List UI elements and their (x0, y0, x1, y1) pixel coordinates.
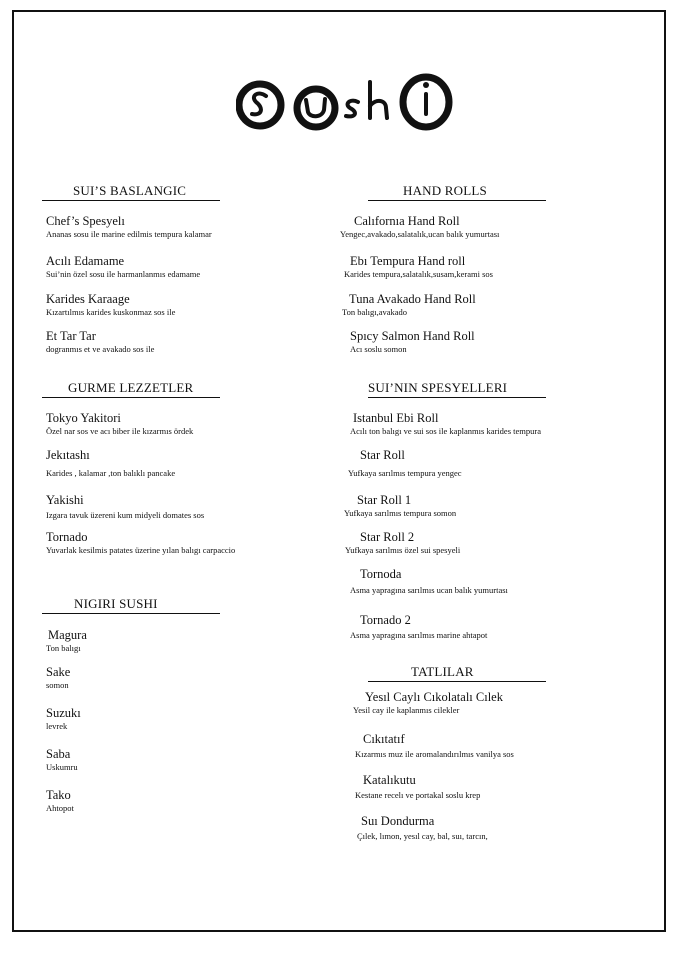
item-desc: Ton balıgı,avakado (342, 307, 408, 317)
item-name: Acılı Edamame (46, 254, 125, 268)
menu-item (46, 411, 193, 437)
sushi-logo (236, 72, 456, 138)
menu-item (355, 732, 514, 760)
item-name: Karides Karaage (46, 292, 130, 306)
section-rule (368, 397, 546, 398)
menu-item (46, 448, 175, 479)
item-name: Tako (46, 788, 71, 802)
menu-item (344, 254, 493, 280)
menu-item (350, 411, 541, 437)
item-name: Et Tar Tar (46, 329, 96, 343)
item-desc: Yufkaya sarılmıs tempura somon (344, 508, 457, 518)
section-title-spesyeller: SUI’NIN SPESYELLERI (368, 380, 508, 395)
item-desc: Çılek, lımon, yesıl cay, bal, suı, tarcın, (357, 831, 488, 841)
item-name: Suı Dondurma (361, 814, 435, 828)
menu-item (350, 567, 508, 596)
section-rule (368, 681, 546, 682)
item-desc: Kızarmıs muz ile aromalandırılmıs vanilya sos (355, 749, 514, 759)
section-title-handrolls: HAND ROLLS (403, 183, 487, 198)
section-title-nigiri: NIGIRI SUSHI (74, 596, 158, 611)
item-name: Katalıkutu (363, 773, 416, 787)
item-name: Cıkıtatıf (363, 732, 405, 746)
item-name: Suzukı (46, 706, 81, 720)
item-desc: Ahtopot (46, 803, 74, 813)
section-rule (42, 397, 220, 398)
menu-item (357, 814, 488, 842)
item-name: Sake (46, 665, 71, 679)
menu-item (345, 530, 460, 556)
section-rule (42, 200, 220, 201)
menu-item (46, 530, 235, 556)
item-name: Spıcy Salmon Hand Roll (350, 329, 475, 343)
item-name: Tornado (46, 530, 88, 544)
item-desc: Yengec,avakado,salatalık,ucan balık yumurtası (340, 229, 500, 239)
item-name: Tornoda (360, 567, 402, 581)
menu-item (46, 254, 200, 280)
menu-item (46, 788, 74, 814)
menu-item (46, 665, 70, 691)
menu-item (350, 613, 487, 641)
item-name: Star Roll (360, 448, 405, 462)
section-rule (368, 200, 546, 201)
item-desc: Acı soslu somon (350, 344, 407, 354)
item-name: Tuna Avakado Hand Roll (349, 292, 476, 306)
menu-item (348, 448, 462, 479)
item-desc: Acılı ton balıgı ve sui sos ile kaplanmıs karides tempura (350, 426, 541, 436)
menu-item (344, 493, 456, 519)
menu-item (355, 773, 480, 801)
item-desc: Yufkaya sarılmıs özel sui spesyeli (345, 545, 461, 555)
item-desc: Kestane recelı ve portakal soslu krep (355, 790, 481, 800)
item-name: Magura (48, 628, 87, 642)
item-desc: Yufkaya sarılmıs tempura yengec (348, 468, 462, 478)
item-name: Chef’s Spesyelı (46, 214, 125, 228)
item-desc: Sui’nin özel sosu ile harmanlanmıs edamame (46, 269, 201, 279)
item-desc: Ton balıgı (46, 643, 81, 653)
menu-item (353, 690, 503, 716)
item-desc: Özel nar sos ve acı biber ile kızarmıs ördek (46, 426, 194, 436)
item-name: Calıfornıa Hand Roll (354, 214, 460, 228)
item-desc: Yuvarlak kesilmis patates üzerine yılan balıgı carpaccio (46, 545, 236, 555)
item-desc: Karides tempura,salatalık,susam,kerami sos (344, 269, 493, 279)
menu-item (350, 329, 475, 355)
item-desc: dogranmıs et ve avakado sos ile (46, 344, 155, 354)
item-name: Istanbul Ebi Roll (353, 411, 439, 425)
section-title-gurme: GURME LEZZETLER (68, 380, 194, 395)
item-name: Tokyo Yakitori (46, 411, 121, 425)
item-desc: Kızartılmıs karides kuskonmaz sos ile (46, 307, 176, 317)
menu-item (46, 329, 154, 355)
menu-item (48, 628, 87, 654)
section-rule (42, 613, 220, 614)
item-desc: levrek (46, 721, 68, 731)
menu-item (46, 214, 212, 240)
section-title-baslangic: SUI’S BASLANGIC (73, 183, 187, 198)
section-title-tatlilar: TATLILAR (411, 664, 474, 679)
menu-item (46, 493, 204, 521)
item-desc: Ananas sosu ile marine edilmis tempura kalamar (46, 229, 212, 239)
menu-item (342, 292, 476, 318)
item-desc: somon (46, 680, 69, 690)
item-name: Saba (46, 747, 71, 761)
item-name: Jekıtashı (46, 448, 90, 462)
menu-item (46, 706, 81, 732)
item-name: Tornado 2 (360, 613, 411, 627)
item-name: Star Roll 2 (360, 530, 415, 544)
item-desc: Uskumru (46, 762, 78, 772)
item-name: Yesıl Caylı Cıkolatalı Cılek (365, 690, 503, 704)
menu-item (46, 292, 175, 318)
menu-item (340, 214, 499, 240)
item-desc: Asma yapragına sarılmıs ucan balık yumurtası (350, 585, 508, 595)
item-name: Star Roll 1 (357, 493, 412, 507)
item-name: Ebı Tempura Hand roll (350, 254, 466, 268)
item-desc: Asma yapragına sarılmıs marine ahtapot (350, 630, 488, 640)
item-name: Yakishi (46, 493, 84, 507)
item-desc: Yesil cay ile kaplanmıs cilekler (353, 705, 460, 715)
item-desc: Izgara tavuk üzereni kum midyeli domates sos (46, 510, 205, 520)
item-desc: Karides , kalamar ,ton balıklı pancake (46, 468, 176, 478)
menu-item (46, 747, 78, 773)
